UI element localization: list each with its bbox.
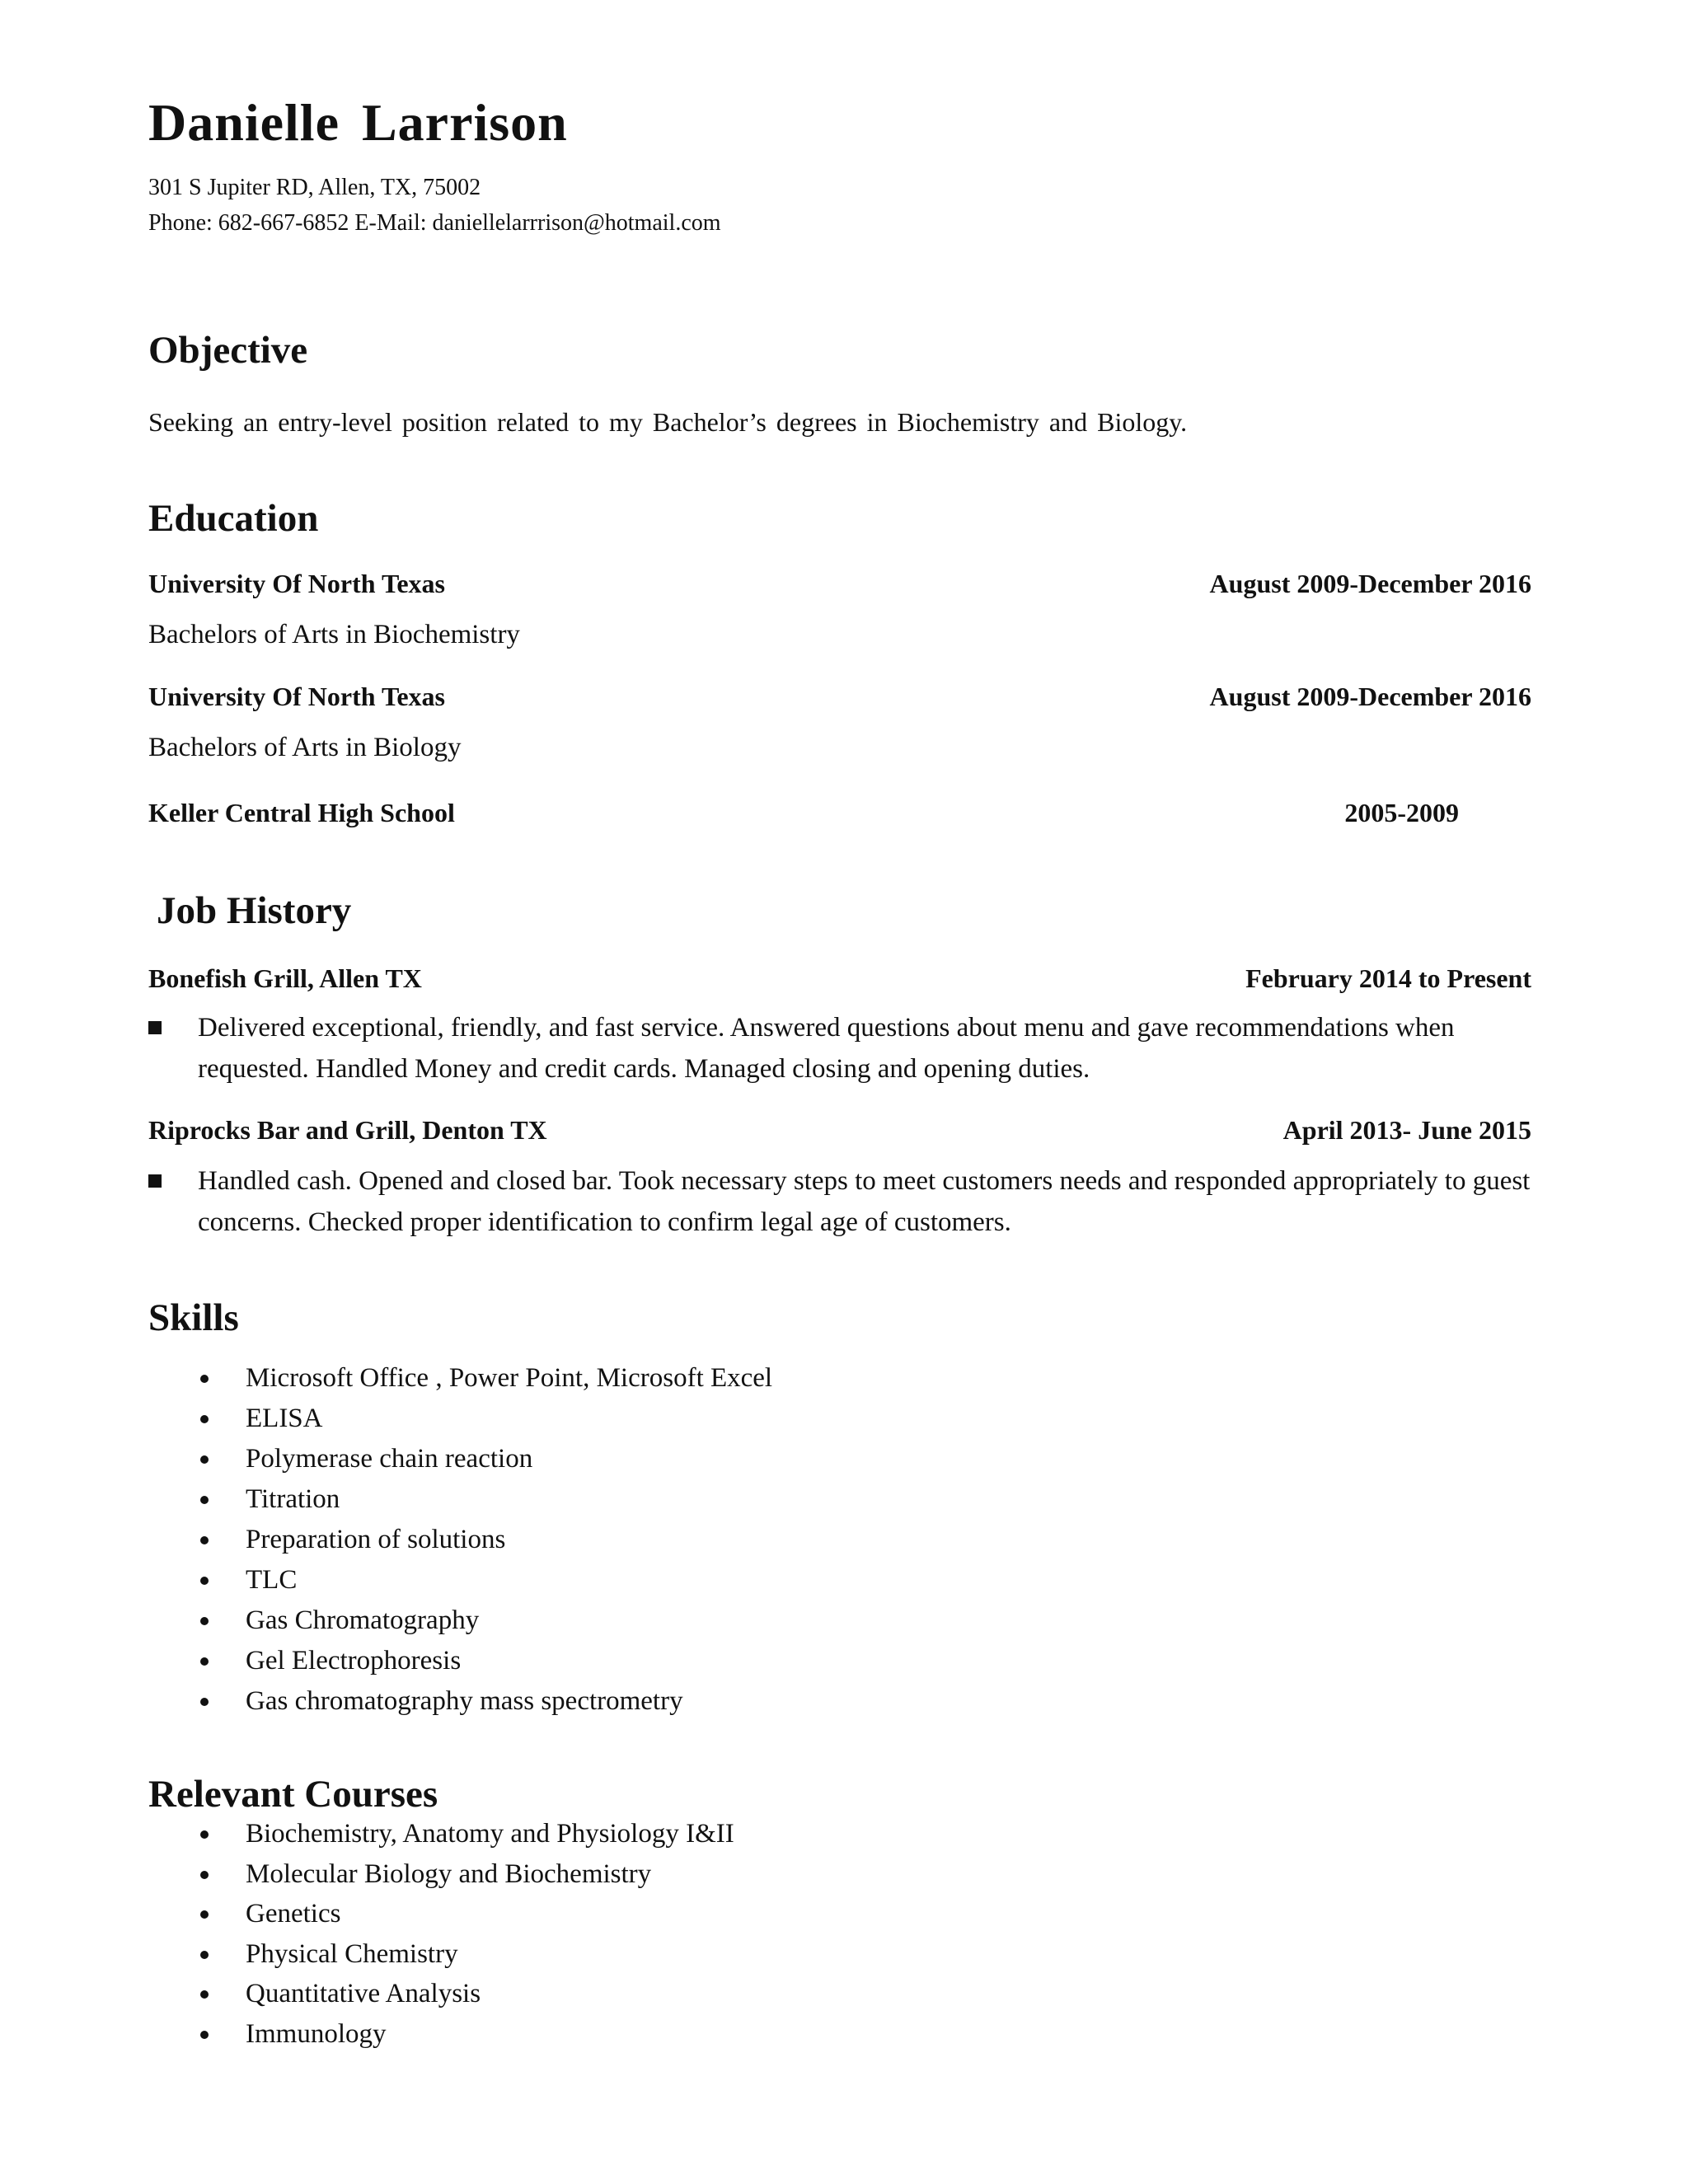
job-description-2 <box>148 1160 1566 1243</box>
skills-list <box>0 1358 772 1722</box>
list-item: Gas Chromatography <box>0 1601 772 1641</box>
job-history-heading: Job History <box>157 889 352 932</box>
list-item: Microsoft Office , Power Point, Microsoft Excel <box>0 1358 772 1399</box>
skills-heading: Skills <box>148 1296 239 1339</box>
employer-name: Bonefish Grill, Allen TX <box>148 963 422 993</box>
job-entry-2 <box>148 1115 1531 1146</box>
education-entry-2 <box>148 682 1531 712</box>
job-dates: April 2013- June 2015 <box>1282 1115 1531 1145</box>
courses-heading: Relevant Courses <box>148 1773 438 1816</box>
job-entry-1 <box>148 963 1531 994</box>
objective-text: Seeking an entry-level position related to my Bachelor’s degrees in Biochemistry and Biology. <box>148 407 1188 437</box>
school-name: University Of North Texas <box>148 682 445 711</box>
list-item: Gas chromatography mass spectrometry <box>0 1681 772 1722</box>
job-description-text: Delivered exceptional, friendly, and fast service. Answered questions about menu and gave recommendations when requested. Handled Money and credit cards. Managed closing and opening duties. <box>198 1013 1455 1084</box>
job-description-1 <box>148 1007 1566 1090</box>
list-item: Quantitative Analysis <box>0 1974 734 2014</box>
degree-name: Bachelors of Arts in Biochemistry <box>148 620 520 649</box>
courses-list <box>0 1814 734 2054</box>
square-bullet-icon <box>148 1021 162 1034</box>
job-dates: February 2014 to Present <box>1245 963 1531 993</box>
employer-name: Riprocks Bar and Grill, Denton TX <box>148 1115 547 1145</box>
list-item: TLC <box>0 1560 772 1601</box>
applicant-name: Danielle Larrison <box>148 93 568 152</box>
job-description-text: Handled cash. Opened and closed bar. Took necessary steps to meet customers needs and responded appropriately to guest concerns. Checked proper identification to confirm legal age of customers. <box>198 1166 1531 1237</box>
square-bullet-icon <box>148 1174 162 1188</box>
degree-name: Bachelors of Arts in Biology <box>148 733 462 762</box>
list-item: Molecular Biology and Biochemistry <box>0 1854 734 1895</box>
education-dates: August 2009-December 2016 <box>1209 682 1531 711</box>
address-line: 301 S Jupiter RD, Allen, TX, 75002 <box>148 175 481 200</box>
list-item: Genetics <box>0 1894 734 1934</box>
list-item: Preparation of solutions <box>0 1520 772 1560</box>
list-item: Biochemistry, Anatomy and Physiology I&II <box>0 1814 734 1854</box>
contact-line: Phone: 682-667-6852 E-Mail: daniellelarrrison@hotmail.com <box>148 210 721 236</box>
school-name: University Of North Texas <box>148 569 445 598</box>
education-dates: 2005-2009 <box>1344 798 1459 827</box>
education-heading: Education <box>148 497 319 540</box>
school-name: Keller Central High School <box>148 798 455 827</box>
objective-heading: Objective <box>148 329 308 372</box>
list-item: ELISA <box>0 1399 772 1439</box>
list-item: Polymerase chain reaction <box>0 1439 772 1479</box>
education-dates: August 2009-December 2016 <box>1209 569 1531 598</box>
education-entry-3 <box>148 798 1459 828</box>
list-item: Immunology <box>0 2014 734 2055</box>
list-item: Physical Chemistry <box>0 1934 734 1975</box>
education-entry-1 <box>148 569 1531 599</box>
list-item: Titration <box>0 1479 772 1520</box>
list-item: Gel Electrophoresis <box>0 1641 772 1681</box>
